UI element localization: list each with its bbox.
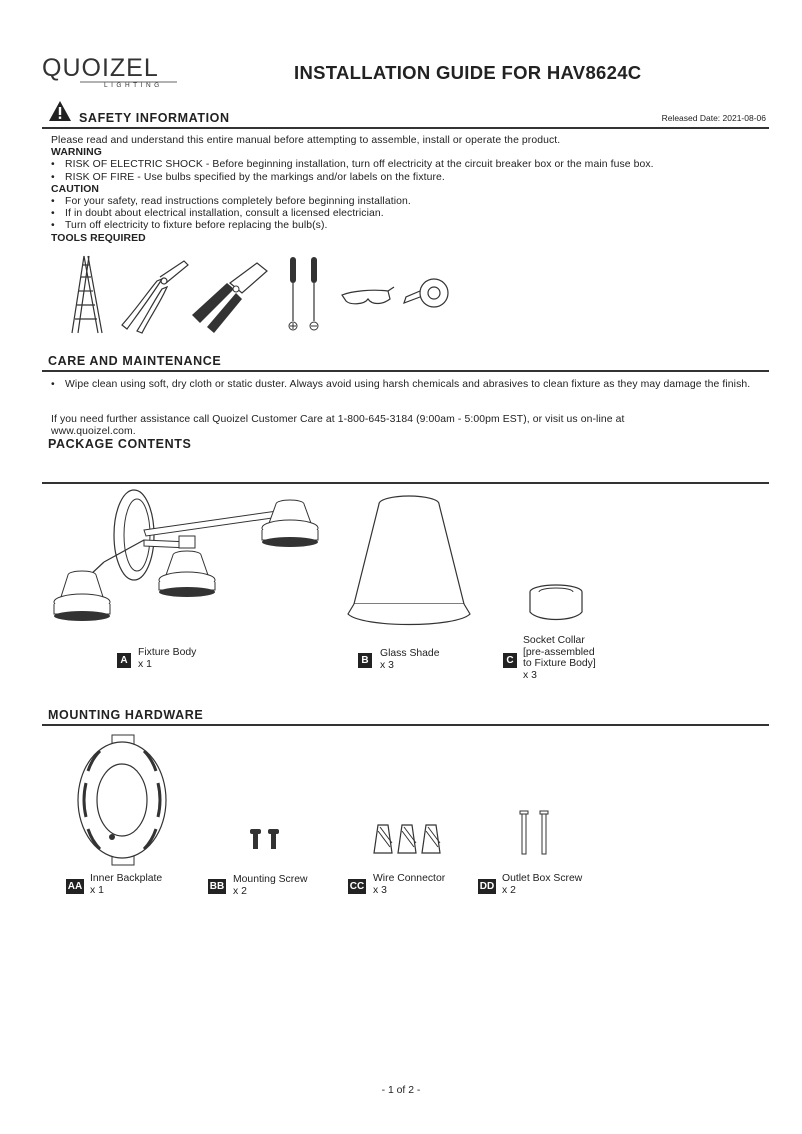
quoizel-logo <box>42 54 187 94</box>
item-qty: x 3 <box>380 659 394 671</box>
tools-row <box>52 253 452 335</box>
item-name: Glass Shade <box>380 648 440 659</box>
item-name-line: to Fixture Body] <box>523 658 596 669</box>
warning-item: • RISK OF FIRE - Use bulbs specified by the markings and/or labels on the fixture. <box>51 172 771 184</box>
caution-item: • If in doubt about electrical installation, consult a licensed electrician. <box>51 208 771 220</box>
socket-collar-illustration <box>526 584 588 624</box>
brand-name: QUOIZEL <box>42 54 159 82</box>
care-item: • Wipe clean using soft, dry cloth or static duster. Always avoid using harsh chemicals and abrasives to clean fixture as they may damage the finish. <box>51 379 771 391</box>
caution-item: • For your safety, read instructions completely before beginning installation. <box>51 196 771 208</box>
wire-connector-illustration <box>370 823 446 855</box>
item-qty: x 1 <box>138 658 152 670</box>
label-badge-cc: CC <box>349 881 365 892</box>
hardware-heading: MOUNTING HARDWARE <box>48 708 204 722</box>
label-badge-bb: BB <box>209 881 225 892</box>
screwdrivers-icon <box>289 257 318 330</box>
ladder-icon <box>72 256 102 333</box>
label-badge-dd: DD <box>479 881 495 892</box>
page-title: INSTALLATION GUIDE FOR HAV8624C <box>294 62 642 83</box>
warning-heading: WARNING <box>51 147 102 159</box>
safety-rule <box>42 127 769 129</box>
hardware-item-dd <box>502 873 582 896</box>
fixture-body-illustration <box>44 490 344 630</box>
item-name: Inner Backplate <box>90 873 163 884</box>
brand-sub: LIGHTING <box>104 82 163 89</box>
label-badge-aa: AA <box>67 881 83 892</box>
socket-cup <box>159 551 215 597</box>
outlet-box-screw-illustration <box>518 811 554 857</box>
mounting-screw-illustration <box>248 829 284 851</box>
pliers-icon <box>122 261 188 333</box>
inner-backplate-illustration <box>72 733 172 868</box>
socket-cup <box>262 500 318 547</box>
item-name: Fixture Body <box>138 647 197 658</box>
package-rule <box>42 482 769 484</box>
care-body <box>51 379 771 391</box>
package-item-c <box>523 635 596 681</box>
label-badge-c: C <box>503 653 517 668</box>
package-item-b <box>380 648 440 671</box>
hardware-item-cc <box>373 873 445 896</box>
warning-item: • RISK OF ELECTRIC SHOCK - Before beginning installation, turn off electricity at the circuit breaker box or the main fuse box. <box>51 159 771 171</box>
item-qty: x 3 <box>523 669 537 681</box>
item-qty: x 2 <box>502 884 516 896</box>
hardware-rule <box>42 724 769 726</box>
hardware-item-aa <box>90 873 162 896</box>
label-badge-b: B <box>358 653 372 668</box>
item-name: Mounting Screw <box>233 874 308 885</box>
caution-item: • Turn off electricity to fixture before replacing the bulb(s). <box>51 220 771 232</box>
released-date: Released Date: 2021-08-06 <box>661 113 766 123</box>
socket-cup <box>54 571 110 621</box>
page-number: - 1 of 2 - <box>381 1085 421 1096</box>
wire-stripper-icon <box>192 263 267 333</box>
item-qty: x 2 <box>233 885 247 897</box>
item-name: Outlet Box Screw <box>502 873 583 884</box>
item-name-line: Socket Collar <box>523 635 585 646</box>
care-rule <box>42 370 769 372</box>
safety-heading: SAFETY INFORMATION <box>79 111 230 125</box>
safety-body <box>51 135 771 245</box>
electrical-tape-icon <box>404 279 448 307</box>
package-heading: PACKAGE CONTENTS <box>48 437 192 451</box>
item-name: Wire Connector <box>373 873 446 884</box>
warning-triangle-icon <box>48 100 72 122</box>
care-heading: CARE AND MAINTENANCE <box>48 354 222 368</box>
caution-heading: CAUTION <box>51 183 100 195</box>
item-qty: x 1 <box>90 884 104 896</box>
package-item-a <box>138 647 196 670</box>
logo-underline <box>42 80 182 84</box>
hardware-item-bb <box>233 874 308 897</box>
item-qty: x 3 <box>373 884 387 896</box>
safety-intro: Please read and understand this entire manual before attempting to assemble, install or operate the product. <box>51 135 561 146</box>
safety-glasses-icon <box>342 287 394 304</box>
label-badge-a: A <box>117 653 131 668</box>
item-name-line: [pre-assembled <box>523 646 595 658</box>
glass-shade-illustration <box>342 494 476 632</box>
care-assistance: If you need further assistance call Quoizel Customer Care at 1-800-645-3184 (9:00am - 5:00pm EST), or visit us on-line at www.quoizel.com. <box>51 414 625 438</box>
tools-heading: TOOLS REQUIRED <box>51 232 146 244</box>
